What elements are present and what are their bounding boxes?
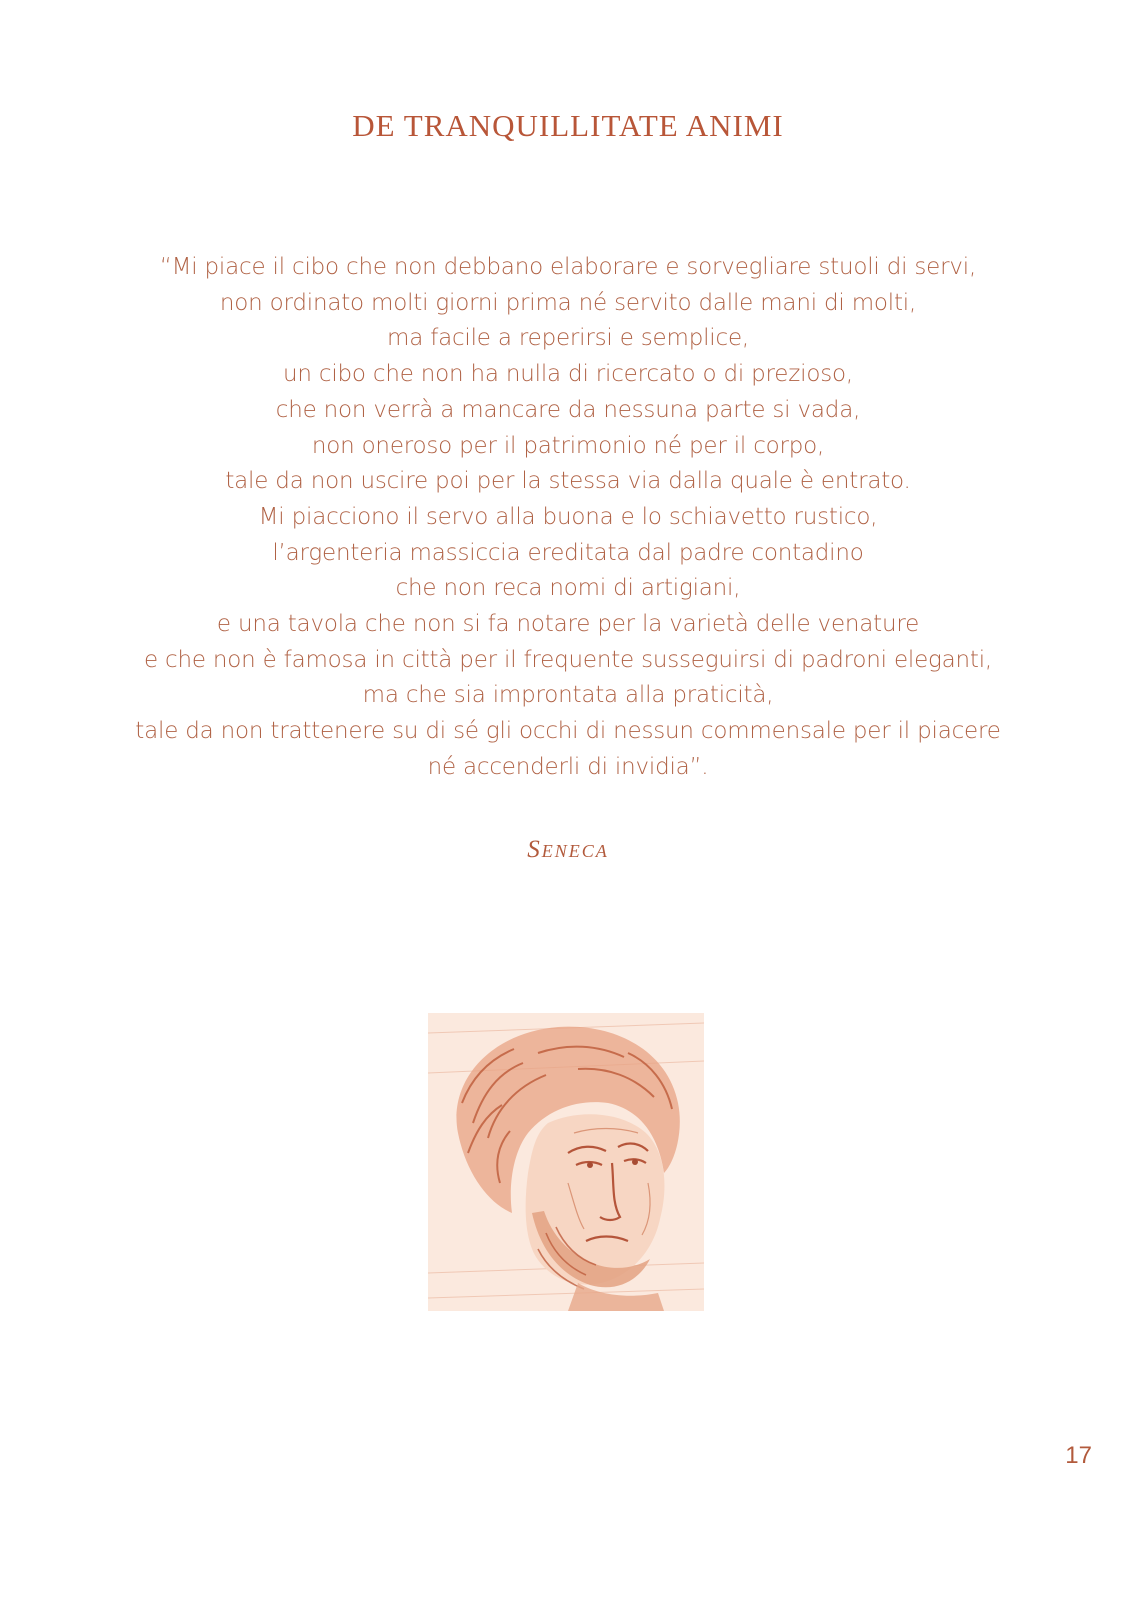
quote-line: l’argenteria massiccia ereditata dal padre contadino	[272, 539, 864, 566]
quote-line: non ordinato molti giorni prima né servito dalle mani di molti,	[219, 289, 917, 316]
quote-line: e che non è famosa in città per il frequente susseguirsi di padroni eleganti,	[143, 646, 993, 673]
quote-line: non oneroso per il patrimonio né per il corpo,	[311, 432, 825, 459]
page-number: 17	[1065, 1442, 1092, 1469]
quote-line: e una tavola che non si fa notare per la varietà delle venature	[216, 611, 920, 638]
quote-line: Mi piacciono il servo alla buona e lo schiavetto rustico,	[258, 503, 878, 530]
quote-author: Seneca	[527, 836, 609, 863]
seneca-portrait-image	[428, 1013, 704, 1311]
quote-line: né accenderli di invidia”.	[427, 753, 709, 780]
quote-line: che non verrà a mancare da nessuna parte si vada,	[275, 396, 861, 423]
quote-line: che non reca nomi di artigiani,	[395, 575, 741, 602]
quote-block	[80, 250, 1056, 786]
quote-line: ma che sia improntata alla praticità,	[362, 682, 774, 709]
quote-line: “Mi piace il cibo che non debbano elaborare e sorvegliare stuoli di servi,	[159, 254, 977, 280]
quote-line: un cibo che non ha nulla di ricercato o di prezioso,	[283, 361, 853, 388]
quote-line: tale da non uscire poi per la stessa via dalla quale è entrato.	[225, 468, 911, 495]
quote-line: ma facile a reperirsi e semplice,	[386, 325, 750, 352]
page-title: DE TRANQUILLITATE ANIMI	[352, 108, 784, 143]
quote-line: tale da non trattenere su di sé gli occhi di nessun commensale per il piacere	[135, 718, 1001, 745]
